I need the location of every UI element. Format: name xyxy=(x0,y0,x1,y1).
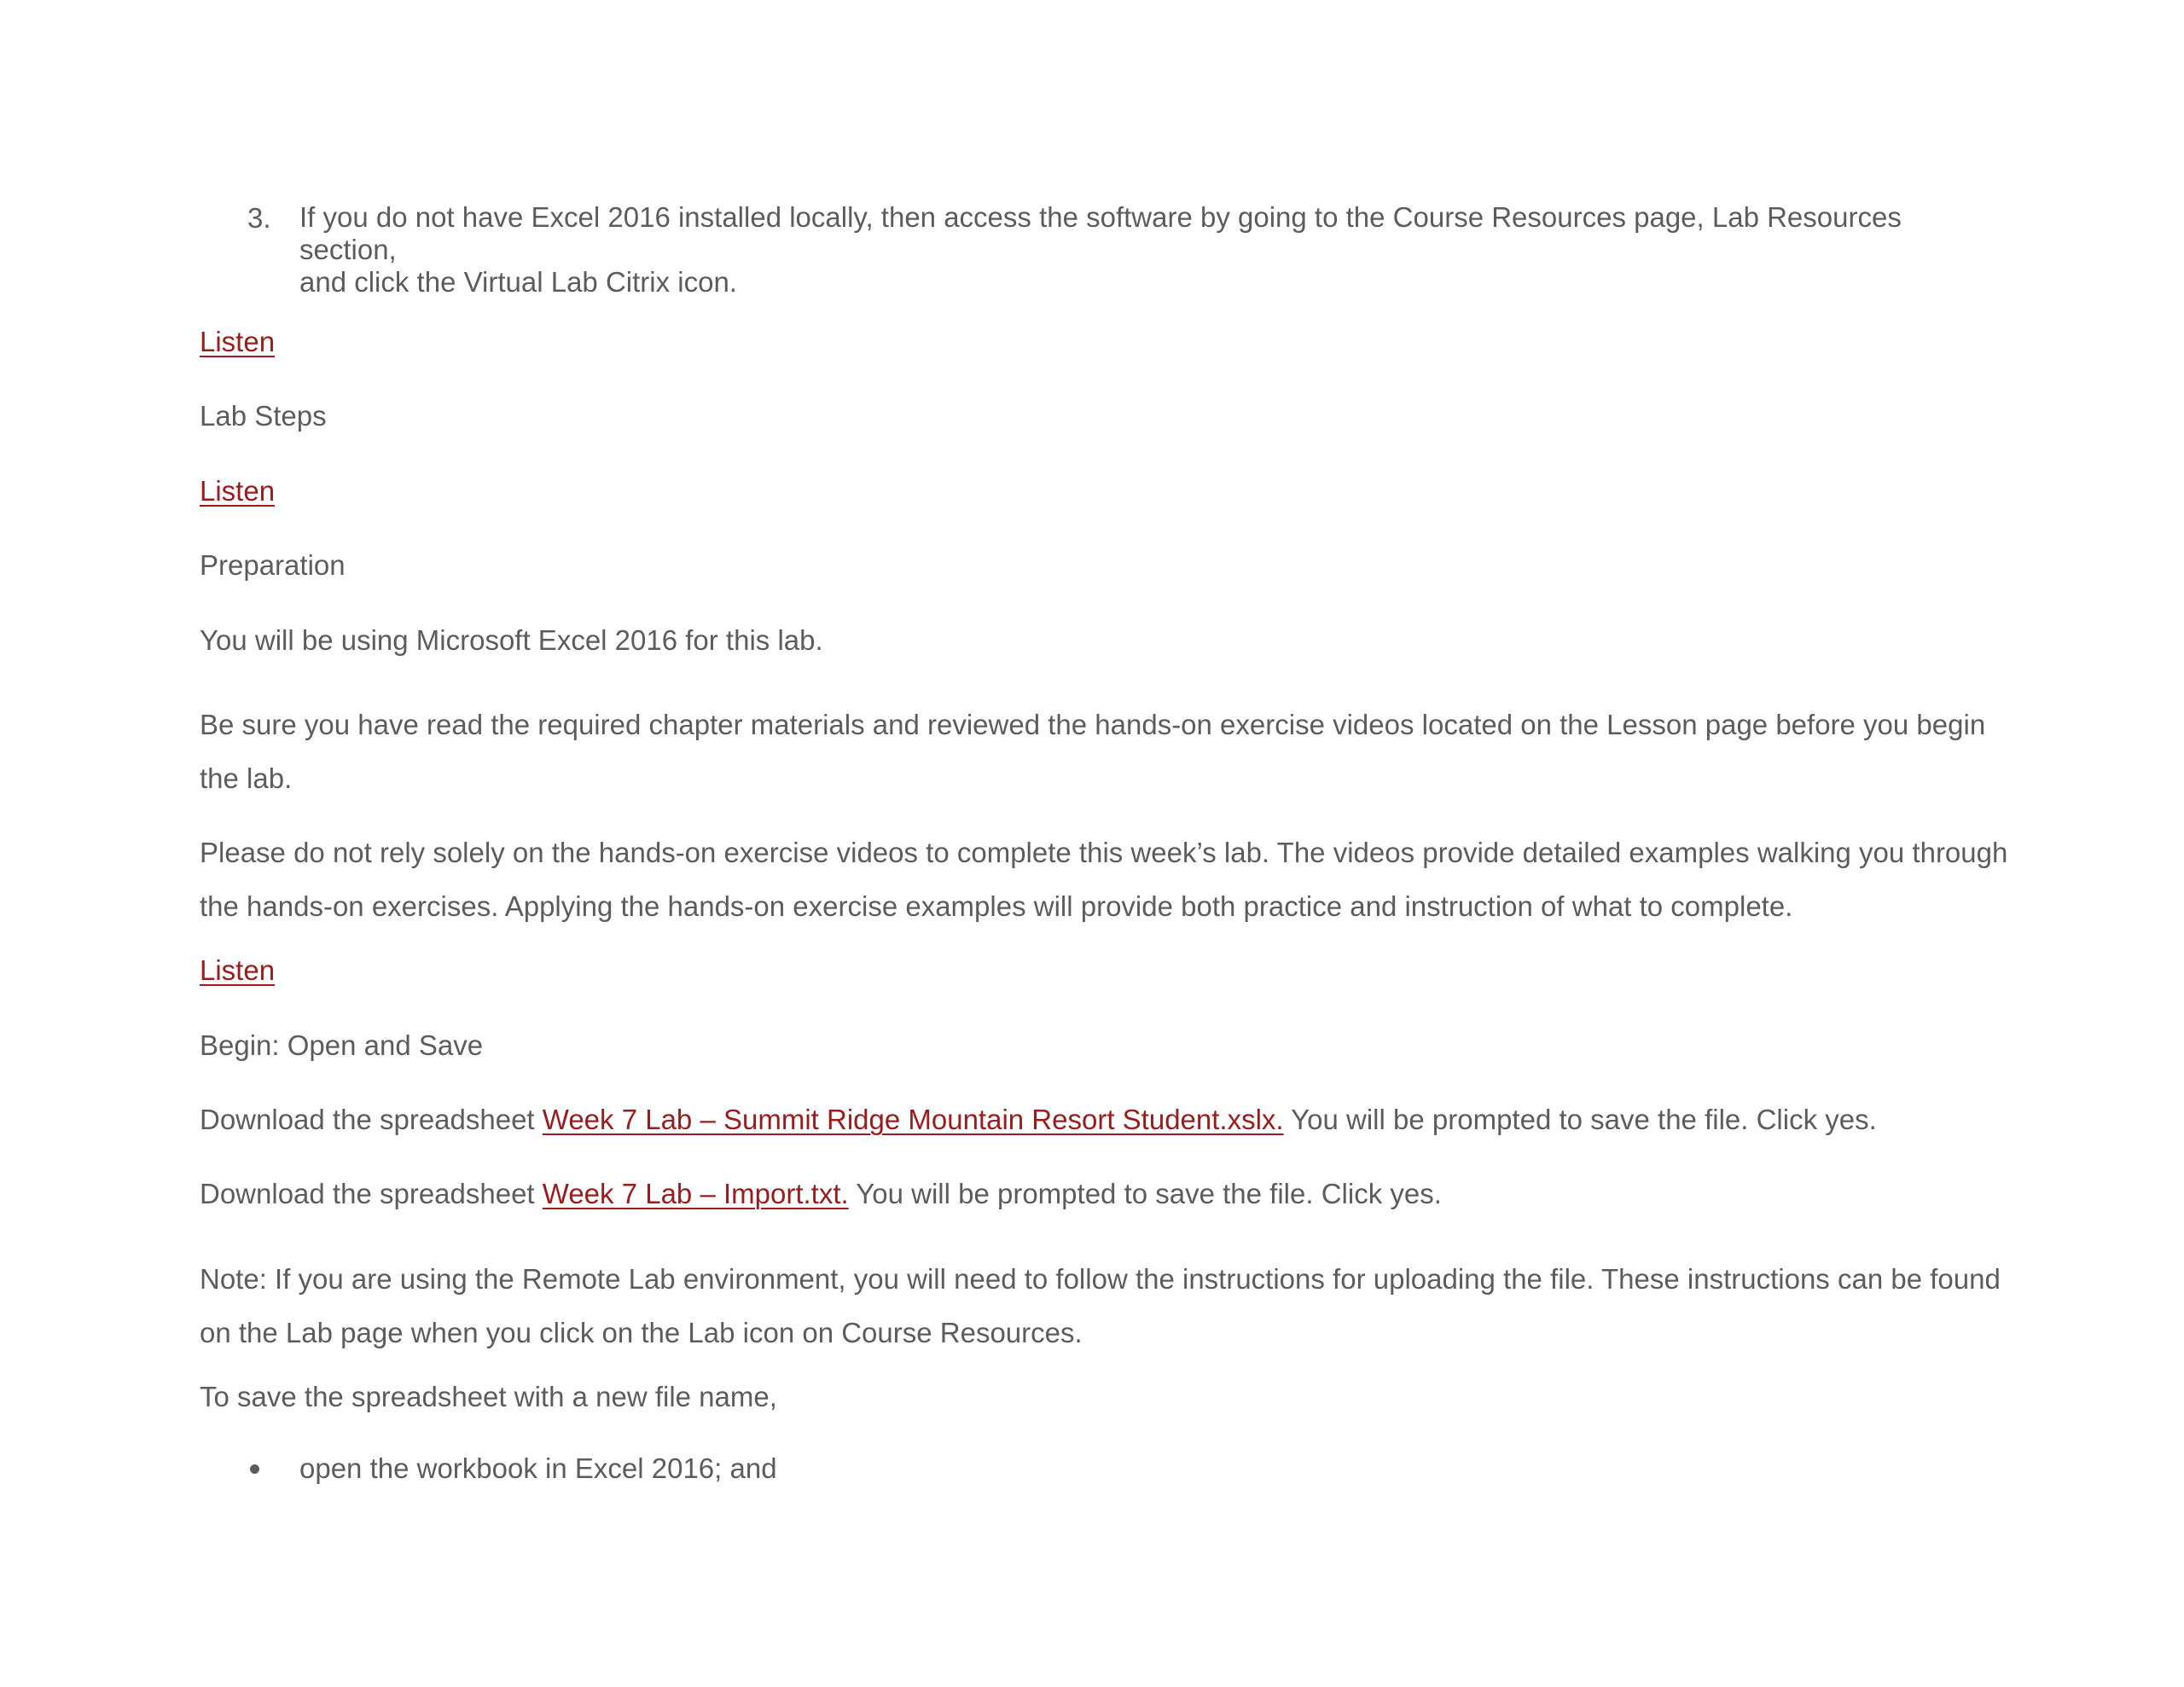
prep-paragraph-3-line2: the hands-on exercises. Applying the hands-on exercise examples will provide both practice and instruction of what to complete. xyxy=(200,890,1793,922)
list-item-3-line1: If you do not have Excel 2016 installed locally, then access the software by going to the Course Resources page, Lab Resources section, xyxy=(299,201,1902,265)
week7-import-file-link[interactable]: Week 7 Lab – Import.txt. xyxy=(542,1178,849,1209)
download-paragraph-2 xyxy=(200,1177,1442,1211)
week7-resort-spreadsheet-link[interactable]: Week 7 Lab – Summit Ridge Mountain Resort Student.xslx. xyxy=(542,1104,1284,1135)
listen-link-1[interactable]: Listen xyxy=(200,326,276,357)
prep-paragraph-1: You will be using Microsoft Excel 2016 for this lab. xyxy=(200,624,823,656)
begin-heading: Begin: Open and Save xyxy=(200,1029,484,1061)
prep-paragraph-3 xyxy=(200,826,2007,933)
bullet-item-1: open the workbook in Excel 2016; and xyxy=(299,1452,777,1484)
download-2-prefix: Download the spreadsheet xyxy=(200,1178,543,1209)
note-paragraph-line2: on the Lab page when you click on the Lab icon on Course Resources. xyxy=(200,1317,1083,1348)
bullet-icon xyxy=(250,1464,259,1474)
download-paragraph-1 xyxy=(200,1103,1877,1137)
prep-paragraph-2-line2: the lab. xyxy=(200,762,293,794)
prep-paragraph-2 xyxy=(200,698,1985,805)
listen-link-3[interactable]: Listen xyxy=(200,954,276,986)
download-2-suffix: You will be prompted to save the file. Click yes. xyxy=(848,1178,1442,1209)
list-number: 3. xyxy=(247,202,271,234)
list-item-3 xyxy=(299,201,2006,299)
list-item-3-line2: and click the Virtual Lab Citrix icon. xyxy=(299,266,737,298)
download-1-suffix: You will be prompted to save the file. Click yes. xyxy=(1283,1104,1877,1135)
download-1-prefix: Download the spreadsheet xyxy=(200,1104,543,1135)
prep-paragraph-2-line1: Be sure you have read the required chapter materials and reviewed the hands-on exercise videos located on the Lesson page before you begin xyxy=(200,709,1986,740)
note-paragraph-line1: Note: If you are using the Remote Lab environment, you will need to follow the instructions for uploading the file. These instructions can be found xyxy=(200,1263,2001,1295)
save-intro: To save the spreadsheet with a new file name, xyxy=(200,1381,777,1412)
lab-steps-heading: Lab Steps xyxy=(200,400,327,432)
prep-paragraph-3-line1: Please do not rely solely on the hands-on exercise videos to complete this week’s lab. The videos provide detailed examples walking you through xyxy=(200,837,2008,868)
listen-link-2[interactable]: Listen xyxy=(200,475,276,507)
preparation-heading: Preparation xyxy=(200,549,346,581)
note-paragraph xyxy=(200,1252,2001,1359)
